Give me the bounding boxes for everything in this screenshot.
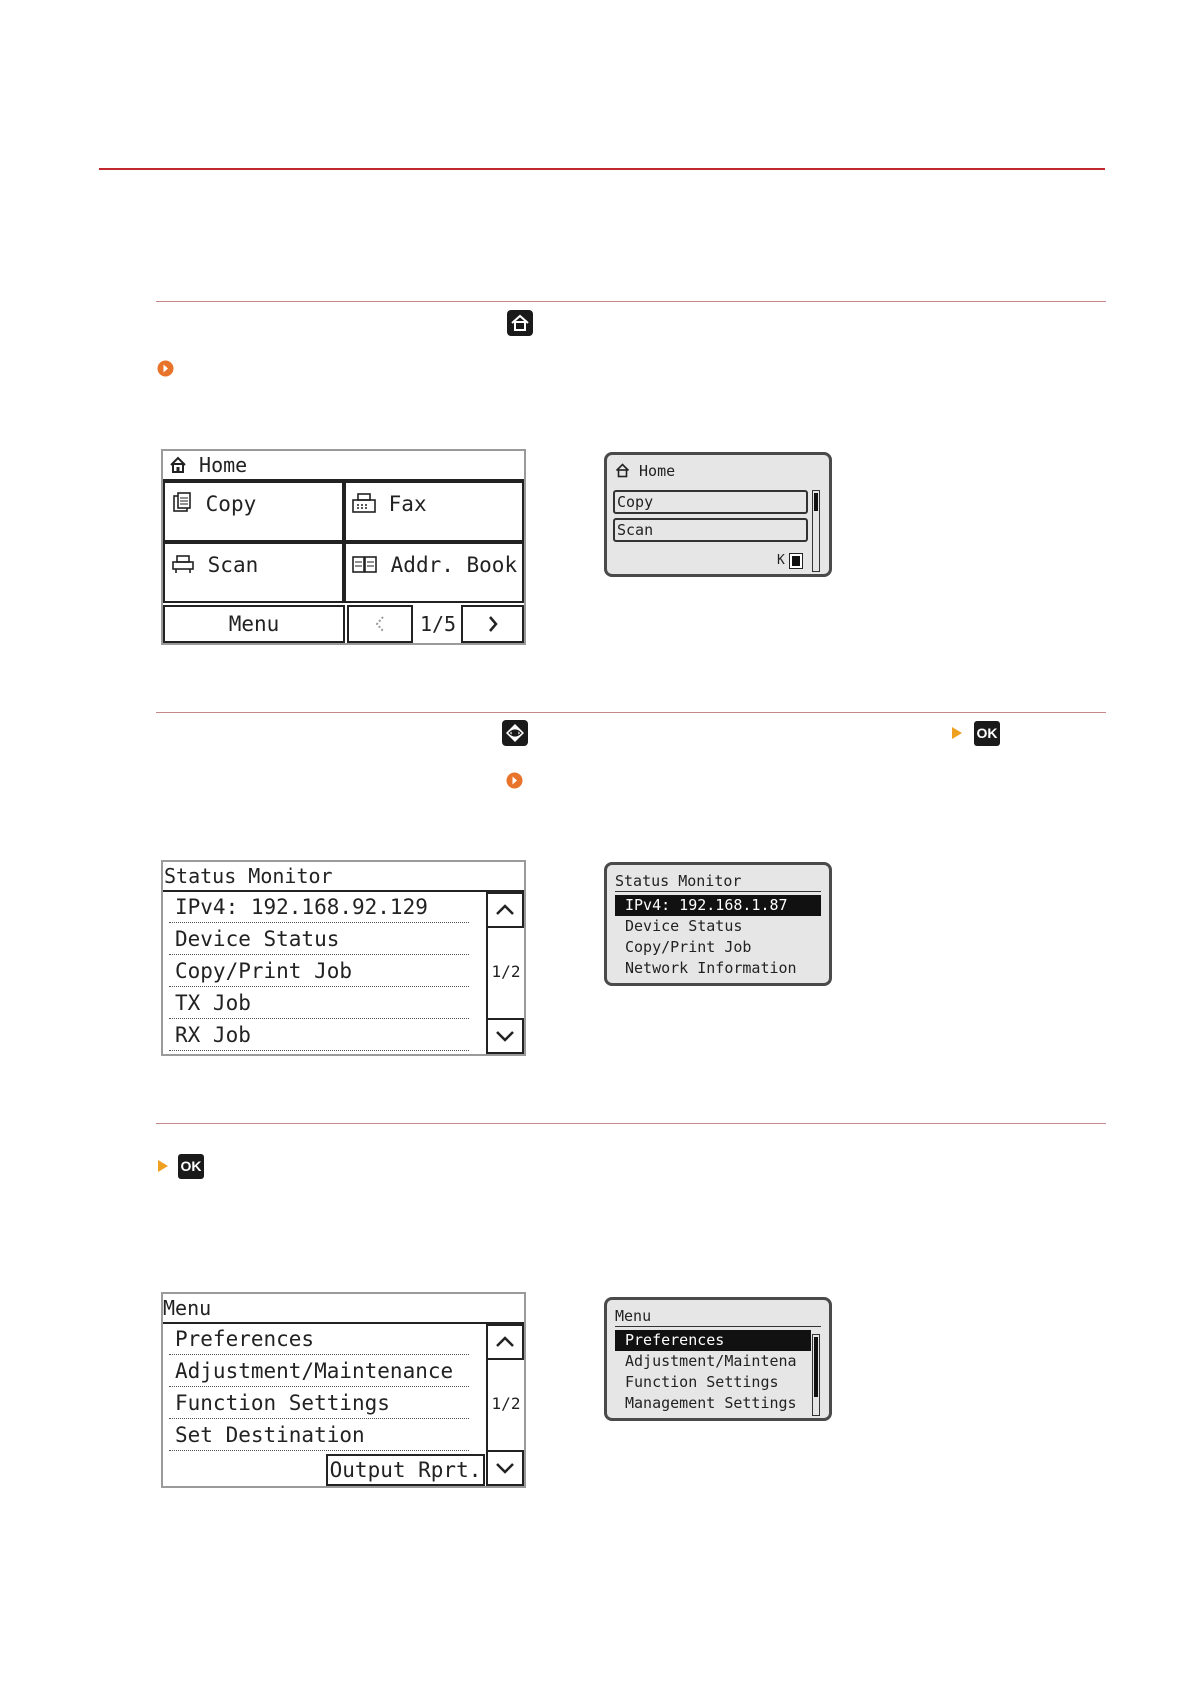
lcd-home-screen bbox=[604, 452, 832, 577]
screen-title: Menu bbox=[163, 1294, 524, 1324]
fax-tile[interactable]: Fax bbox=[344, 481, 524, 542]
chevron-down-icon bbox=[494, 1029, 516, 1043]
lcd-copy-item[interactable]: Copy bbox=[613, 490, 808, 514]
previous-page-button[interactable] bbox=[347, 605, 413, 643]
home-icon bbox=[615, 463, 630, 483]
scroll-down-button[interactable] bbox=[486, 1018, 524, 1054]
lcd-menu-screen bbox=[604, 1297, 832, 1421]
lcd-status-monitor-screen bbox=[604, 862, 832, 986]
lcd-screen-title: Menu bbox=[615, 1307, 652, 1325]
step-1-divider bbox=[156, 301, 1106, 302]
lcd-title-separator bbox=[615, 891, 821, 892]
address-book-icon bbox=[352, 553, 378, 581]
page-indicator: 1/5 bbox=[419, 612, 457, 636]
lcd-item-adjustment-maintenance[interactable]: Adjustment/Maintena bbox=[625, 1352, 797, 1370]
page-indicator: 1/2 bbox=[491, 1394, 521, 1413]
touch-panel-home-screen bbox=[161, 449, 526, 645]
step-2-divider bbox=[156, 712, 1106, 713]
touch-panel-status-monitor-screen bbox=[161, 860, 526, 1056]
ok-key-icon: OK bbox=[974, 721, 1000, 746]
lcd-scrollbar bbox=[812, 1334, 820, 1416]
list-item-rx-job[interactable]: RX Job bbox=[169, 1020, 469, 1051]
list-item-tx-job[interactable]: TX Job bbox=[169, 988, 469, 1019]
lcd-item-device-status[interactable]: Device Status bbox=[625, 917, 743, 935]
lcd-scrollbar bbox=[812, 490, 820, 572]
lcd-item-network-information[interactable]: Network Information bbox=[625, 959, 797, 977]
scroll-panel bbox=[486, 1324, 524, 1486]
toner-level-icon bbox=[789, 553, 803, 569]
lcd-selected-item[interactable]: IPv4: 192.168.1.87 bbox=[615, 895, 821, 916]
list-item-ipv4[interactable]: IPv4: 192.168.92.129 bbox=[169, 892, 469, 923]
copy-tile[interactable]: Copy bbox=[163, 481, 344, 542]
lcd-item-function-settings[interactable]: Function Settings bbox=[625, 1373, 779, 1391]
home-icon bbox=[169, 453, 187, 481]
chevron-right-icon bbox=[486, 607, 500, 641]
chevron-left-icon bbox=[373, 607, 387, 641]
address-book-tile[interactable]: Addr. Book bbox=[344, 542, 524, 603]
list-item-copy-print-job[interactable]: Copy/Print Job bbox=[169, 956, 469, 987]
touch-panel-menu-screen bbox=[161, 1292, 526, 1488]
status-monitor-key-icon bbox=[502, 720, 528, 746]
link-arrow-icon[interactable] bbox=[506, 772, 523, 789]
home-key-icon bbox=[507, 310, 533, 336]
page-header-rule bbox=[99, 168, 1105, 170]
fax-icon bbox=[352, 492, 376, 520]
step-3-divider bbox=[156, 1123, 1106, 1124]
lcd-item-copy-print-job[interactable]: Copy/Print Job bbox=[625, 938, 752, 956]
lcd-screen-title: Home bbox=[607, 455, 829, 483]
list-item-preferences[interactable]: Preferences bbox=[169, 1324, 469, 1355]
menu-button[interactable]: Menu bbox=[163, 605, 345, 643]
list-item-function-settings[interactable]: Function Settings bbox=[169, 1388, 469, 1419]
list-item-adjustment-maintenance[interactable]: Adjustment/Maintenance bbox=[169, 1356, 469, 1387]
page-indicator: 1/2 bbox=[491, 962, 521, 981]
scroll-up-button[interactable] bbox=[486, 892, 524, 928]
scroll-up-button[interactable] bbox=[486, 1324, 524, 1360]
link-arrow-icon[interactable] bbox=[157, 360, 174, 377]
output-report-button[interactable]: Output Rprt. bbox=[326, 1454, 485, 1486]
lcd-selected-item[interactable]: Preferences bbox=[615, 1330, 811, 1351]
list-item-set-destination[interactable]: Set Destination bbox=[169, 1420, 469, 1451]
scroll-down-button[interactable] bbox=[486, 1450, 524, 1486]
list-item-device-status[interactable]: Device Status bbox=[169, 924, 469, 955]
lcd-scan-item[interactable]: Scan bbox=[613, 518, 808, 542]
screen-title: Home bbox=[163, 451, 524, 481]
scan-icon bbox=[171, 553, 195, 581]
copy-icon bbox=[171, 492, 193, 520]
screen-title: Status Monitor bbox=[163, 862, 524, 892]
chevron-up-icon bbox=[494, 903, 516, 917]
lcd-screen-title: Status Monitor bbox=[615, 872, 742, 890]
toner-label: K bbox=[777, 553, 785, 568]
lcd-title-separator bbox=[615, 1326, 821, 1327]
lcd-item-management-settings[interactable]: Management Settings bbox=[625, 1394, 797, 1412]
step-arrow-icon bbox=[157, 1159, 169, 1173]
scroll-panel bbox=[486, 892, 524, 1054]
chevron-up-icon bbox=[494, 1335, 516, 1349]
chevron-down-icon bbox=[494, 1461, 516, 1475]
ok-key-icon: OK bbox=[178, 1154, 204, 1179]
step-arrow-icon bbox=[951, 726, 963, 740]
scan-tile[interactable]: Scan bbox=[163, 542, 344, 603]
next-page-button[interactable] bbox=[461, 605, 524, 643]
